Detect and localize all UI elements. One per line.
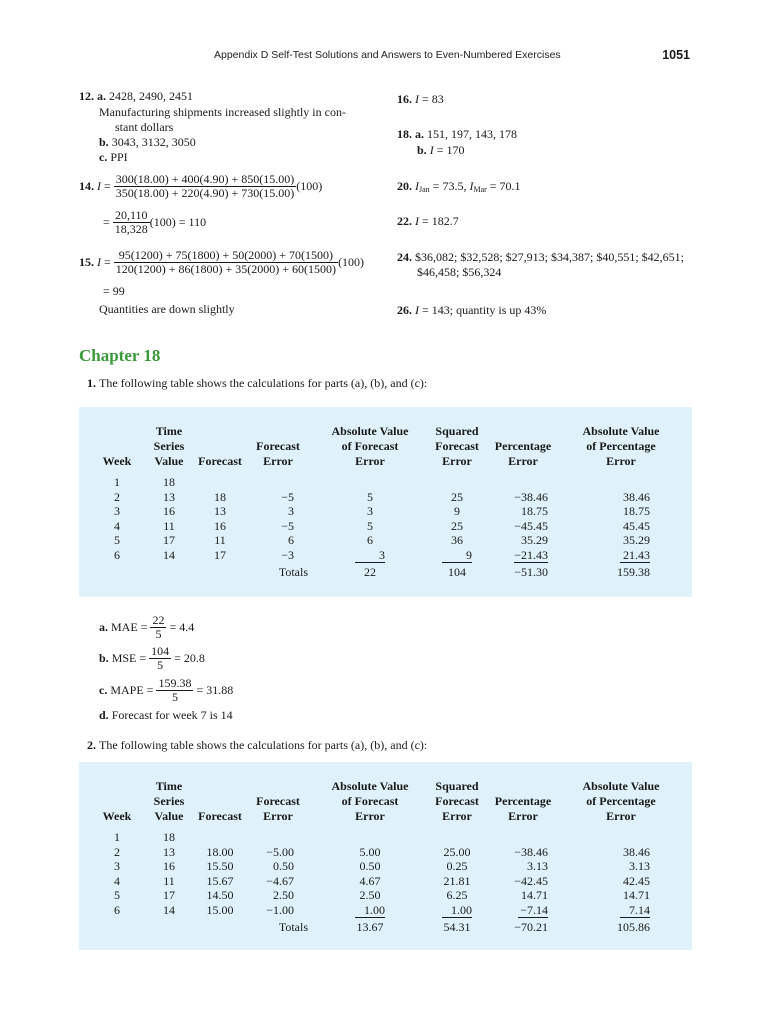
table-cell: 0.50 <box>359 859 381 873</box>
answer-15-result: = 99 <box>103 284 125 298</box>
table-cell <box>246 475 310 490</box>
table-cell <box>430 830 484 845</box>
table-cell: 2.50 <box>359 888 381 902</box>
table-cell <box>484 830 562 845</box>
table-cell <box>484 475 562 490</box>
answer-12-note-cont: stant dollars <box>115 120 174 134</box>
totals-cell <box>194 563 246 580</box>
table-cell: 17 <box>214 548 226 562</box>
exercise-1-intro: 1. The following table shows the calculations for parts (a), (b), and (c): <box>87 376 428 390</box>
column-header: Percentage Error <box>494 794 552 823</box>
column-header: Forecast Error <box>256 439 300 468</box>
table-cell: 16 <box>163 504 175 518</box>
table-cell: 35.29 <box>521 533 548 547</box>
table-cell: 1 <box>114 475 120 489</box>
table-cell: 11 <box>163 518 175 533</box>
exercise-2-intro: 2. The following table shows the calculations for parts (a), (b), and (c): <box>87 738 428 752</box>
answer-18-b: b. I = 170 <box>417 143 465 157</box>
table-row <box>90 548 680 564</box>
totals-cell <box>90 563 144 580</box>
column-header: Absolute Value of Forecast Error <box>331 779 409 823</box>
totals-cell: −51.30 <box>514 565 548 579</box>
table-row <box>90 903 680 919</box>
table-cell: 6.25 <box>446 888 468 902</box>
table-cell: −21.43 <box>514 547 548 562</box>
answer-24-cont: $46,458; $56,324 <box>417 265 502 279</box>
table-cell: 3 <box>114 504 120 518</box>
table-cell: 16 <box>163 859 175 873</box>
table-cell: 5 <box>367 518 373 533</box>
table-row <box>90 888 680 903</box>
table-cell: 6 <box>114 903 120 917</box>
answer-15: 15. I = $\frac{95(1200) + 75(1800) + 50(2000) + 70(1500)}{120(1200) + 86(1800) + 35(2000) + 60(1500)}$ (100) <box>79 248 365 276</box>
table-cell: 3 <box>367 504 373 518</box>
totals-label: Totals <box>278 920 308 934</box>
table-cell: −5 <box>281 489 294 504</box>
table-cell: 25 <box>451 489 463 504</box>
table-cell: 3.13 <box>629 859 650 873</box>
table-cell: 5 <box>114 888 120 902</box>
column-header: Squared Forecast Error <box>435 779 479 823</box>
table-cell: 6 <box>367 533 373 547</box>
page-number: 1051 <box>662 48 690 62</box>
table-cell: 4.67 <box>359 873 381 888</box>
column-header: Week <box>102 809 132 823</box>
table-cell: −45.45 <box>514 518 548 533</box>
table-cell: −1.00 <box>266 903 294 917</box>
totals-cell: 104 <box>448 565 466 579</box>
table-cell <box>430 475 484 490</box>
table-cell: −3 <box>281 548 294 562</box>
table-cell: 38.46 <box>623 489 650 504</box>
table-cell: 18.00 <box>206 844 234 859</box>
table-cell: 18 <box>163 475 175 489</box>
table-cell: −5 <box>281 518 294 533</box>
table-cell: 15.67 <box>206 873 234 888</box>
table-cell: 6 <box>114 548 120 562</box>
totals-cell: 105.86 <box>617 920 650 934</box>
table-cell: 1.00 <box>430 903 484 919</box>
part-c-mape: c. MAPE = $\frac{159.38}{5}$ = 31.88 <box>99 676 234 704</box>
table-row <box>90 533 680 548</box>
table-row <box>90 830 680 845</box>
table-cell: 45.45 <box>623 518 650 533</box>
answer-12-a: 12. a. 2428, 2490, 2451 <box>79 89 193 103</box>
totals-cell: −70.21 <box>514 920 548 934</box>
chapter-heading: Chapter 18 <box>79 346 161 365</box>
table-cell: 3 <box>288 504 294 518</box>
table-cell: 25 <box>451 518 463 533</box>
answer-12-note: Manufacturing shipments increased slightly in con- <box>99 105 346 119</box>
totals-row <box>90 563 680 580</box>
part-d-forecast: d. Forecast for week 7 is 14 <box>99 708 233 722</box>
table-cell: 2 <box>114 489 120 504</box>
table-cell: 2 <box>114 844 120 859</box>
answer-20: 20. $I_{Jan} = 73.5$, $I_{Mar} = 70.1$ <box>397 179 521 194</box>
totals-cell <box>144 563 194 580</box>
table-cell: 14.50 <box>206 888 234 902</box>
table-cell: 7.14 <box>562 903 680 919</box>
table-row <box>90 845 680 860</box>
table-cell: 3 <box>310 548 430 564</box>
table-row <box>90 490 680 505</box>
table-cell: 4 <box>114 873 120 888</box>
calculation-table-1 <box>90 424 680 580</box>
table-row <box>90 519 680 534</box>
totals-cell: 13.67 <box>356 920 384 934</box>
table-cell <box>310 475 430 490</box>
table-cell: 18.75 <box>521 504 548 518</box>
part-a-mae: a. MAE = $\frac{22}{5}$ = 4.4 <box>99 613 195 641</box>
column-header: Squared Forecast Error <box>435 424 479 468</box>
answer-24: 24. $36,082; $32,528; $27,913; $34,387; $40,551; $42,651; <box>397 250 685 264</box>
table-cell <box>194 830 246 845</box>
table-cell: 9 <box>430 548 484 564</box>
table-cell: 5 <box>114 533 120 547</box>
table-cell: 21.43 <box>562 548 680 564</box>
table-cell: 11 <box>163 873 175 888</box>
table-cell <box>562 475 680 490</box>
table-cell: 11 <box>214 533 226 547</box>
totals-cell <box>90 918 144 935</box>
table-cell: 5 <box>367 489 373 504</box>
table-cell: 25.00 <box>443 844 471 859</box>
table-cell: 17 <box>163 888 175 902</box>
table-cell: 6 <box>288 533 294 547</box>
table-row <box>90 874 680 889</box>
totals-cell: 54.31 <box>443 920 471 934</box>
answer-22: 22. I = 182.7 <box>397 214 459 228</box>
answer-12-b: b. 3043, 3132, 3050 <box>99 135 196 149</box>
running-header: Appendix D Self-Test Solutions and Answers to Even-Numbered Exercises <box>214 49 561 61</box>
totals-cell: 159.38 <box>617 565 650 579</box>
column-header: Forecast <box>198 454 242 468</box>
table-cell: −38.46 <box>514 489 548 504</box>
table-cell <box>246 830 310 845</box>
totals-cell <box>144 918 194 935</box>
answer-16: 16. I = 83 <box>397 92 444 106</box>
table-cell: 14 <box>163 903 175 917</box>
table-cell: 38.46 <box>623 844 650 859</box>
column-header: Time Series Value <box>153 779 185 823</box>
table-cell: 5.00 <box>359 844 381 859</box>
answer-14: 14. I = $\frac{300(18.00) + 400(4.90) + 850(15.00)}{350(18.00) + 220(4.90) + 730(15.00)}$ (100) <box>79 172 323 200</box>
answer-12-c: c. PPI <box>99 150 128 164</box>
table-cell: 4 <box>114 518 120 533</box>
table-cell: 1.00 <box>310 903 430 919</box>
table-cell: 15.50 <box>206 859 234 873</box>
totals-cell: 22 <box>364 565 376 579</box>
table-cell: −42.45 <box>514 873 548 888</box>
column-header: Time Series Value <box>153 424 185 468</box>
column-header: Absolute Value of Forecast Error <box>331 424 409 468</box>
table-cell: −4.67 <box>266 873 294 888</box>
table-cell: 17 <box>163 533 175 547</box>
table-cell <box>194 475 246 490</box>
table-cell: 3 <box>114 859 120 873</box>
table-cell: 14 <box>163 548 175 562</box>
table-cell: 3.13 <box>527 859 548 873</box>
table-cell: 13 <box>163 844 175 859</box>
table-cell: 35.29 <box>623 533 650 547</box>
table-cell: 18 <box>163 830 175 844</box>
table-cell: 36 <box>451 533 463 547</box>
table-cell: 18 <box>214 489 226 504</box>
table-cell: 2.50 <box>273 888 294 902</box>
table-cell: 13 <box>214 504 226 518</box>
table-cell: −38.46 <box>514 844 548 859</box>
table-cell: 16 <box>214 518 226 533</box>
answer-14-result: = $\frac{20,110}{18,328}$ (100) = 110 <box>103 208 207 236</box>
totals-cell <box>194 918 246 935</box>
table-row <box>90 504 680 519</box>
column-header: Absolute Value of Percentage Error <box>582 779 660 823</box>
table-cell: 18.75 <box>623 504 650 518</box>
table-row <box>90 475 680 490</box>
column-header: Forecast <box>198 809 242 823</box>
totals-row <box>90 918 680 935</box>
table-cell: −7.14 <box>484 903 562 919</box>
column-header: Week <box>102 454 132 468</box>
totals-label: Totals <box>278 565 308 579</box>
table-cell: 9 <box>454 504 460 518</box>
table-cell: 14.71 <box>521 888 548 902</box>
table-cell <box>562 830 680 845</box>
answer-26: 26. I = 143; quantity is up 43% <box>397 303 547 317</box>
table-cell: 1 <box>114 830 120 844</box>
table-cell: 13 <box>163 489 175 504</box>
table-cell: 14.71 <box>623 888 650 902</box>
calculation-table-2 <box>90 779 680 935</box>
column-header: Forecast Error <box>256 794 300 823</box>
table-cell: 0.50 <box>273 859 294 873</box>
column-header: Absolute Value of Percentage Error <box>582 424 660 468</box>
table-row <box>90 859 680 874</box>
table-cell: 21.81 <box>443 873 471 888</box>
table-cell: 42.45 <box>623 873 650 888</box>
part-b-mse: b. MSE = $\frac{104}{5}$ = 20.8 <box>99 644 205 672</box>
table-cell <box>310 830 430 845</box>
answer-18-a: 18. a. 151, 197, 143, 178 <box>397 127 517 141</box>
table-cell: 15.00 <box>206 903 234 917</box>
answer-15-note: Quantities are down slightly <box>99 302 235 316</box>
table-cell: 0.25 <box>446 859 468 873</box>
column-header: Percentage Error <box>494 439 552 468</box>
table-cell: −5.00 <box>266 844 294 859</box>
